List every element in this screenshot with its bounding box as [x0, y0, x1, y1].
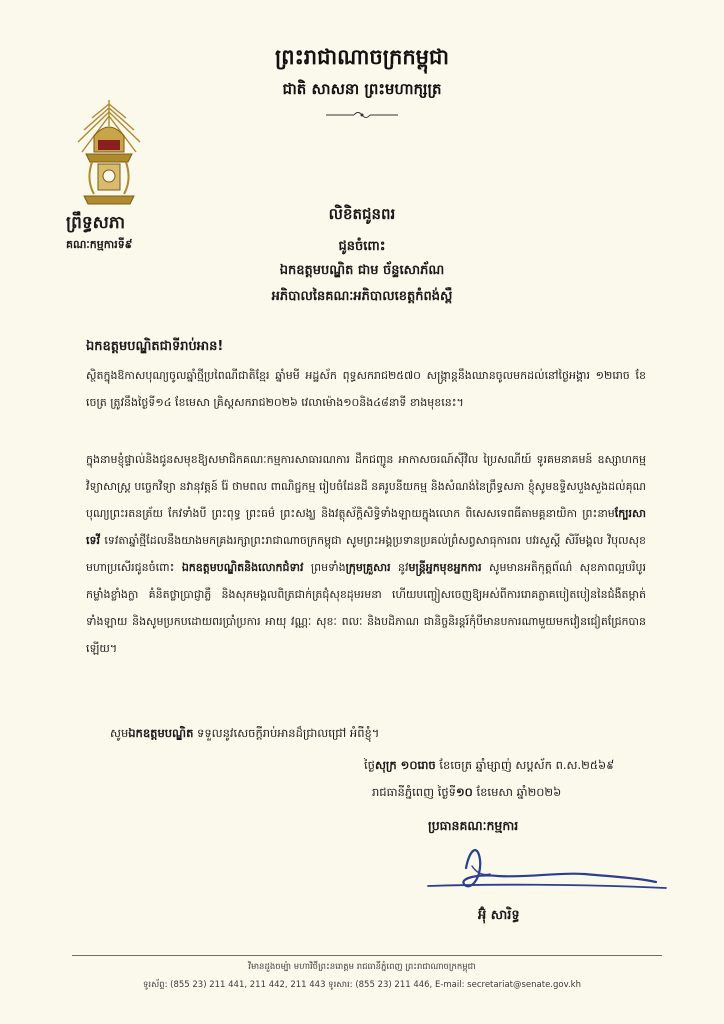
closing-line [110, 726, 379, 743]
solar-date [372, 785, 561, 802]
salutation: ឯកឧត្តមបណ្ឌិតជាទីរាប់អាន! [86, 339, 224, 354]
paragraph-2-emphasis-officials: មន្ត្រីអ្នកមុខអ្នកការ [408, 561, 482, 574]
recipient-title: អភិបាលនៃគណៈអភិបាលខេត្តកំពង់ស្ពឺ [271, 289, 453, 304]
paragraph-2-text-d: នូវ [390, 561, 409, 574]
closing-text-a: សូម [110, 726, 129, 740]
senate-emblem-icon [72, 96, 146, 208]
national-motto: ជាតិ សាសនា ព្រះមហាក្សត្រ [282, 80, 442, 98]
footer-contact: ទូរស័ព្ទ: (855 23) 211 441, 211 442, 211 443 ទូរសារ: (855 23) 211 446, E-mail: secretariat@senate.gov.kh [143, 980, 581, 990]
paragraph-2-text-b: ទេវតាឆ្នាំថ្មីដែលនឹងយាងមកគ្រងរក្សាព្រះរាជាណាចក្រកម្ពុជា សូមព្រះអង្គប្រទានប្រគល់ព្រំសព្វសាធុការពរ បវរសួស្តី សិរីមង្គល វិបុលសុខ មហាប្រសើរជូនចំពោះ [86, 534, 646, 574]
kingdom-heading: ព្រះរាជាណាចក្រកម្ពុជា [274, 44, 449, 69]
paragraph-2-emphasis-recipient: ឯកឧត្តមបណ្ឌិតនិងលោកជំទាវ [181, 561, 304, 574]
lunar-date-day: សុក្រ ១០រោច [374, 758, 436, 772]
paragraph-1: ស្ថិតក្នុងឱកាសបុណ្យចូលឆ្នាំថ្មីប្រពៃណីជាតិខ្មែរ ឆ្នាំមមី អដ្ឋស័ក ពុទ្ធសករាជ២៥៧០ សង្ក្រាន្តនឹងឈានចូលមកដល់នៅថ្ងៃអង្គារ ១២រោច ខែចេត្រ ត្រូវនឹងថ្ងៃទី១៤ ខែមេសា គ្រិស្តសករាជ២០២៦ វេលាម៉ោង១០និង៤៨នាទី ខាងមុខនេះ។ [86, 369, 646, 409]
footer-address: វិមានដួងចម្ប៉ា មហាវិថីព្រះនរោត្តម រាជធានីភ្នំពេញ ព្រះរាជាណាចក្រកម្ពុជា [248, 962, 476, 972]
closing-text-b: ទទួលនូវសេចក្តីរាប់អានដ៏ជ្រាលជ្រៅ អំពីខ្ញុំ។ [193, 726, 380, 740]
lunar-date [364, 758, 614, 775]
ornament-divider [326, 110, 398, 120]
solar-date-day: ១០ [455, 785, 473, 799]
document-type: លិខិតជូនពរ [328, 205, 396, 223]
paragraph-2-text-a: ក្នុងនាមខ្ញុំផ្ទាល់និងជូនសមុខឱ្យសមាជិកគណៈកម្មការសាធារណការ ដឹកជញ្ជូន អាកាសចរណ៍ស៊ីវិល ប្រៃសណីយ៍ ទូរគមនាគមន៍ ឧស្សាហកម្ម វិទ្យាសាស្ត្រ បច្ចេកវិទ្យា នវានុវត្តន៍ រ៉ែ ថាមពល ពាណិជ្ជកម្ម រៀបចំដែនដី នគរូបនីយកម្ម និងសំណង់នៃព្រឹទ្ធសភា ខ្ញុំសូមឧទ្ទិសបួងសួងដល់គុណបុណ្យព្រះរតនត្រ័យ កែវទាំងបី ព្រះពុទ្ធ ព្រះធម៌ ព្រះសង្ឃ និងវត្ថុស័ក្តិសិទ្ធិទាំងឡាយក្នុងលោក ពិសេសទេពធីតាមគ្គនាយិកា ព្រះនាម [86, 453, 646, 520]
paragraph-2-emphasis-family: ក្រុមគ្រួសារ [345, 561, 391, 574]
closing-emphasis: ឯកឧត្តមបណ្ឌិត [128, 726, 194, 740]
signatory-title: ប្រធានគណៈកម្មការ [428, 818, 519, 833]
paragraph-2-text-e: សូមមានអតិកុត្តព័ណ៌ សុខភាពល្អបរិបូរ កម្លាំងខ្លាំងក្លា គំនិតថ្លាប្រាជ្ញាភ្លឺ និងសុភមង្គលពិត្រជាក់ត្រជុំសុខដុមរមនា ហើយបញ្ចៀសចេញឱ្យអស់ពីការរោគភ្លាគបៀតបៀននៃជំងឺតម្កាត់ទាំងឡាយ និងសូមប្រកបដោយពរប្រាំប្រការ អាយុ វណ្ណៈ សុខៈ ពលៈ និងបដិភាណ ជានិច្ចនិរន្តរ៍កុំបីមានបការណាមួយមកវៀនជៀតជ្រែកបានឡើយ។ [86, 561, 646, 655]
signatory-name: អ៊ុំ សារិទ្ធ [478, 908, 520, 923]
lunar-date-rest: ខែចេត្រ ឆ្នាំម្សាញ់ សប្តស័ក ព.ស.២៥៦៩ [435, 758, 615, 772]
solar-date-prefix: រាជធានីភ្នំពេញ ថ្ងៃទី [372, 785, 456, 799]
handwritten-signature [408, 838, 672, 900]
sender-organization: ព្រឹទ្ធសភា [66, 213, 126, 233]
paragraph-2-text-c: ព្រមទាំង [303, 561, 346, 574]
recipient-name: ឯកឧត្តមបណ្ឌិត ជាម ច័ន្ទសោភ័ណ [279, 263, 445, 278]
footer-divider [72, 955, 662, 956]
paragraph-2 [86, 446, 646, 704]
sender-department: គណៈកម្មការទី៩ [66, 238, 133, 251]
lunar-date-prefix: ថ្ងៃ [364, 758, 375, 772]
paragraph-2-emphasis-deity: ក្បែរសាទេវី [86, 507, 646, 547]
addressee-label: ជូនចំពោះ [338, 239, 386, 254]
solar-date-rest: ខែមេសា ឆ្នាំ២០២៦ [472, 785, 562, 799]
